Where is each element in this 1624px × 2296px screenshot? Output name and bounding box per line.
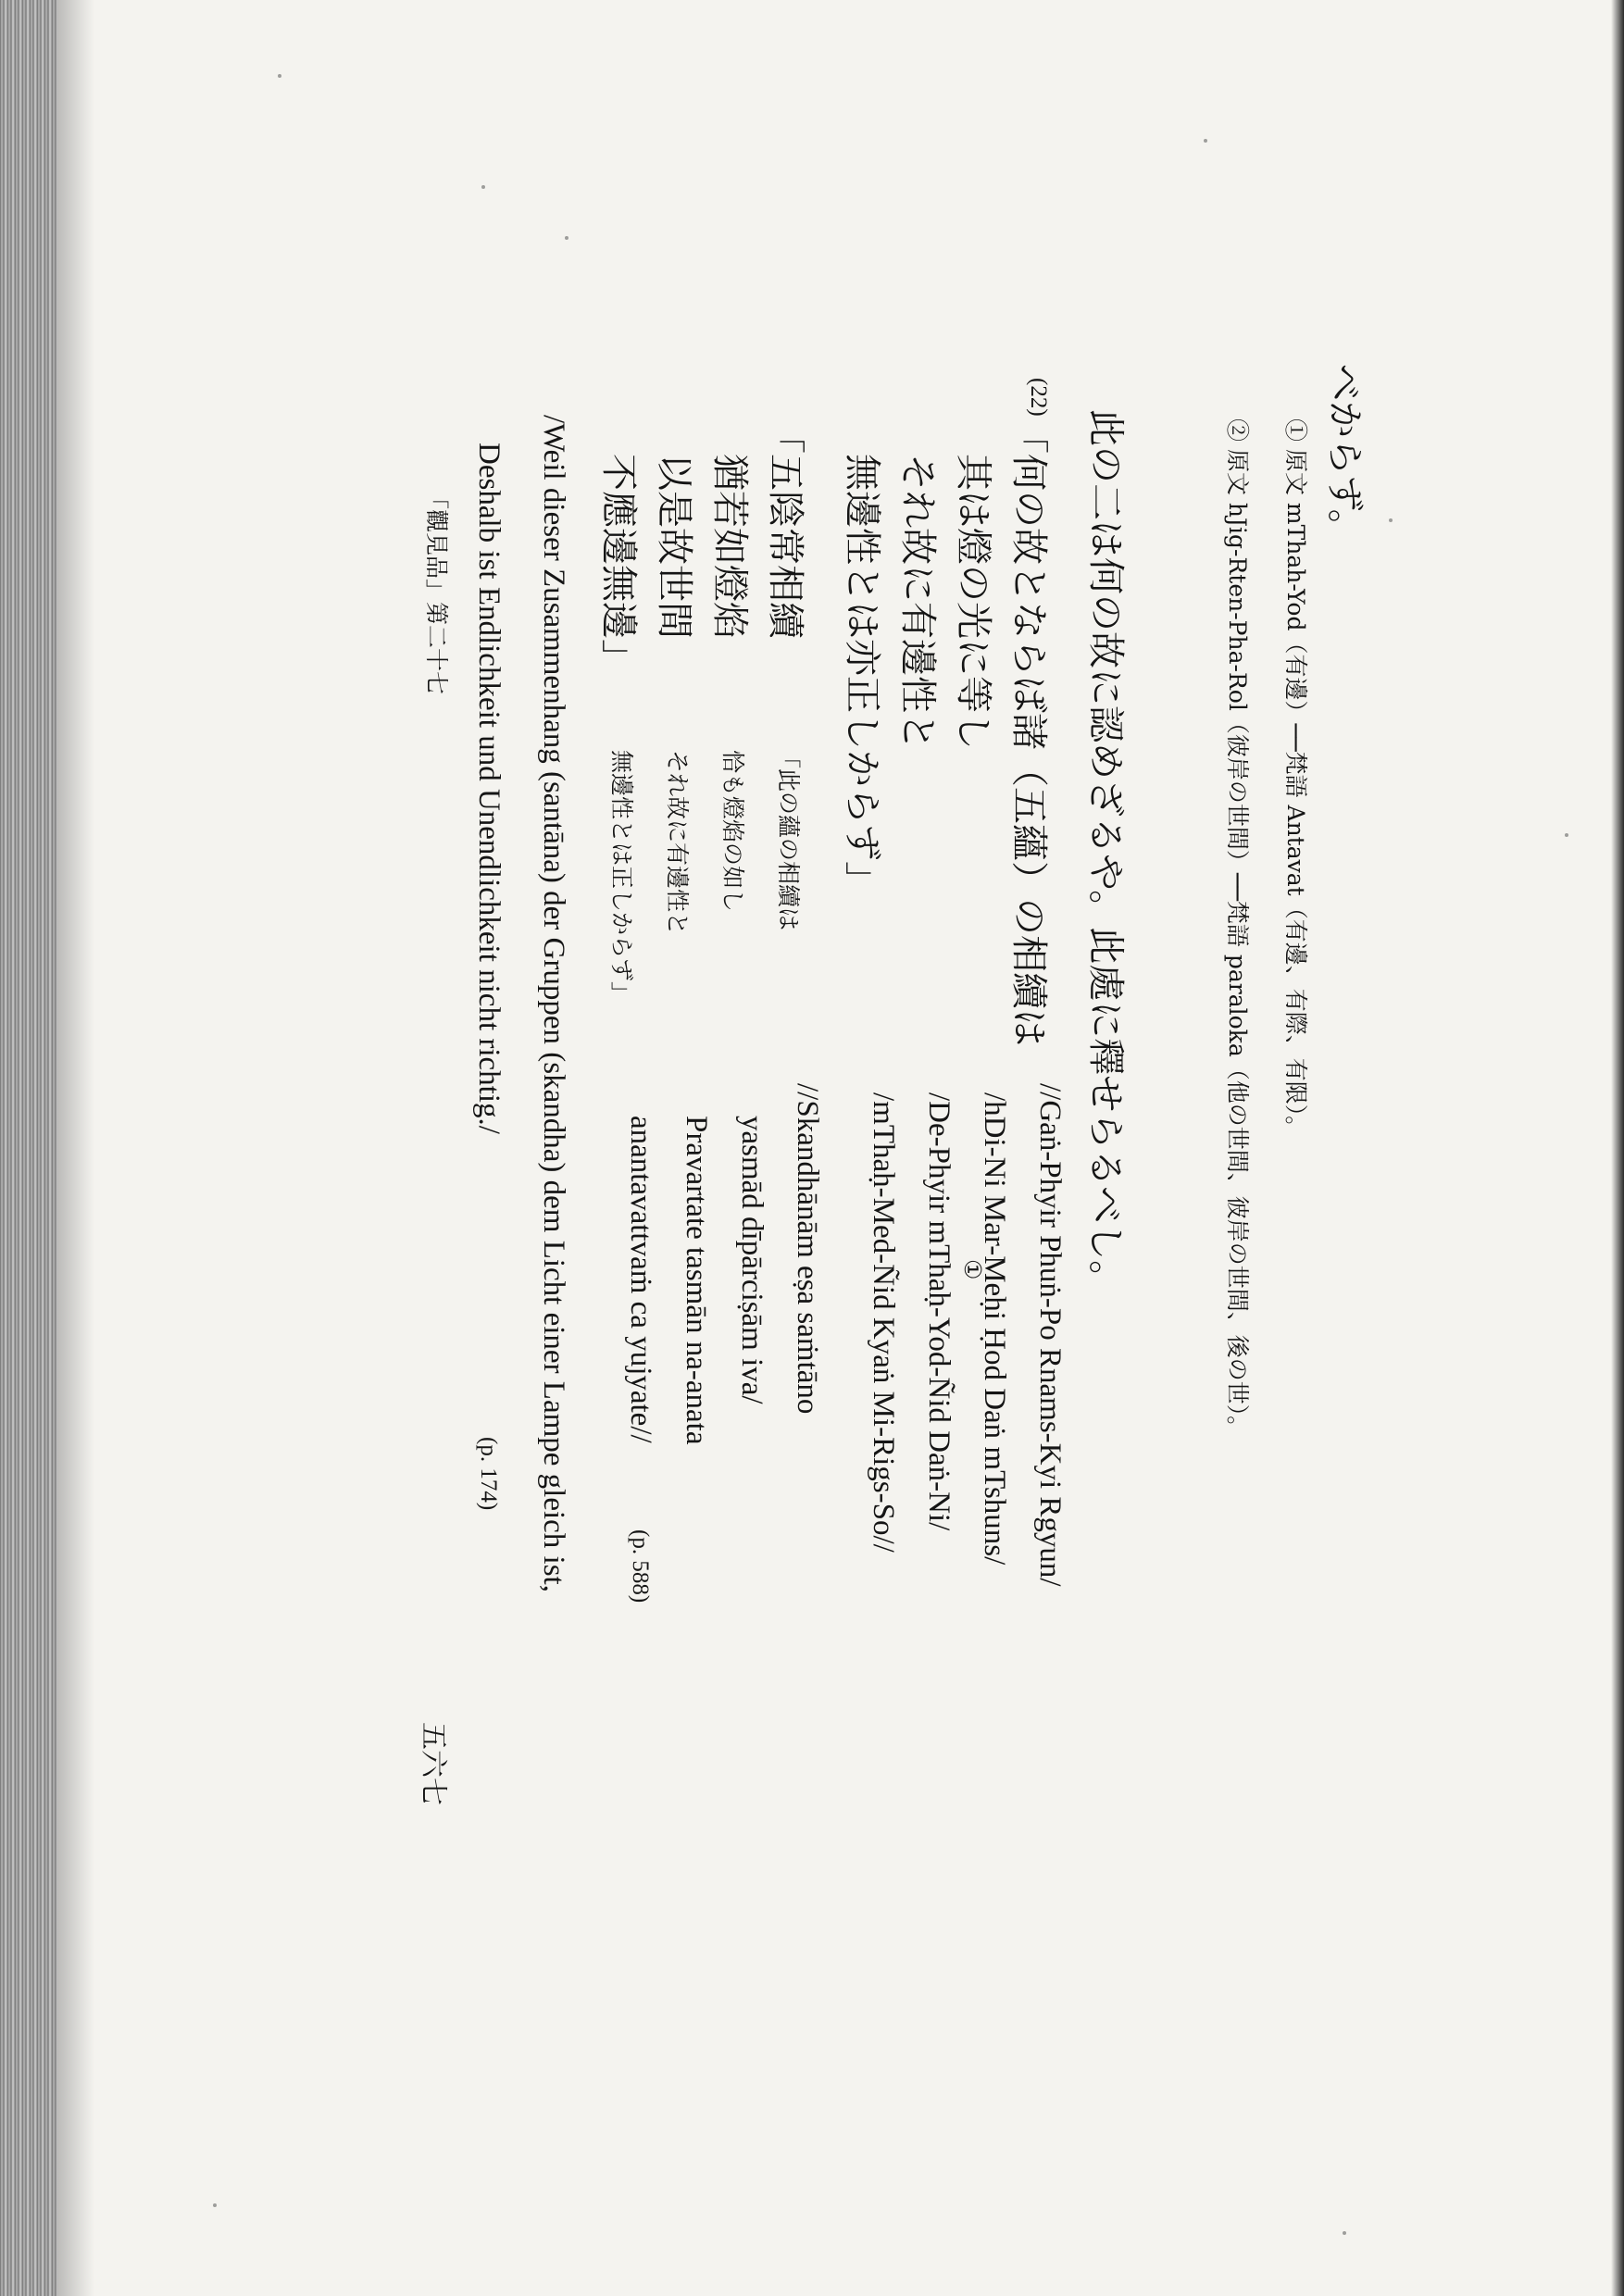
verse-line-4: 無邊性とは亦正しからず」 — [841, 454, 883, 898]
footnote-1: ① 原文 mThah-Yod（有邊）──梵語 Antavat（有邊、有際、有限）。 — [1282, 418, 1309, 1140]
main-sentence: 此の二は何の故に認めざるや。此處に釋せらるべし。 — [1084, 409, 1127, 1298]
sanskrit-line-4: anantavattvaṁ ca yujyate// — [624, 1116, 657, 1443]
chinese-verse-line-4: 不應邊無邊」 — [597, 454, 640, 676]
chinese-verse-line-1: 「五陰常相續 — [764, 417, 806, 639]
verse-line-1: 「何の故とならば諸（五蘊）の相續は — [1007, 417, 1050, 1046]
german-line-2: Deshalb ist Endlichkeit und Unendlichkeit nicht richtig./ — [472, 443, 506, 1134]
gloss-line-3: それ故に有邊性と — [664, 750, 691, 936]
sanskrit-line-1: //Skandhānām eṣa saṁtāno — [791, 1083, 824, 1415]
verse-number: (22) — [1026, 378, 1051, 417]
sanskrit-line-2: yasmād dīpārciṣām iva/ — [735, 1116, 768, 1404]
tibetan-line-1: //Gaṅ-Phyir Phuṅ-Po Rnams-Kyi Rgyun/ — [1033, 1083, 1067, 1587]
verse-line-2: 其は燈の光に等し — [952, 454, 994, 750]
gloss-line-1: 「此の蘊の相續は — [775, 745, 802, 931]
tibetan-line-3: /De-Phyir mThaḥ-Yod-Ñid Daṅ-Ni/ — [922, 1092, 956, 1531]
tibetan-line-4: /mThaḥ-Med-Ñid Kyaṅ Mi-Rigs-So// — [867, 1092, 900, 1553]
sanskrit-page-ref: (p. 588) — [628, 1529, 653, 1603]
gloss-line-2: 恰も燈焰の如し — [719, 750, 746, 913]
gloss-line-4: 無邊性とは正しからず」 — [608, 750, 635, 1005]
continuation-line: べからず。 — [1323, 364, 1366, 546]
chinese-verse-line-2: 猶若如燈焰 — [708, 454, 751, 639]
footnote-ref-1: ① — [959, 1259, 984, 1280]
sanskrit-line-3: Pravartate tasmān na-anata — [680, 1116, 713, 1445]
german-line-1: /Weil dieser Zusammenhang (santāna) der Gruppen (skandha) dem Licht einer Lampe gleich ist, — [537, 415, 570, 1592]
page-number: 五六七 — [417, 1722, 449, 1805]
chapter-footer: 「觀見品」第二十七 — [423, 486, 450, 695]
footnote-2: ② 原文 hJig-Rten-Pha-Rol（彼岸の世間）──梵語 paraloka（他の世間、彼岸の世間、後の世）。 — [1224, 418, 1251, 1440]
verse-line-3: それ故に有邊性と — [896, 454, 939, 750]
german-page-ref: (p. 174) — [476, 1437, 501, 1511]
chinese-verse-line-3: 以是故世間 — [653, 454, 695, 639]
tibetan-line-2: /hDi-Ni Mar-Meḥi Ḥod Daṅ mTshuns/ — [978, 1092, 1011, 1566]
